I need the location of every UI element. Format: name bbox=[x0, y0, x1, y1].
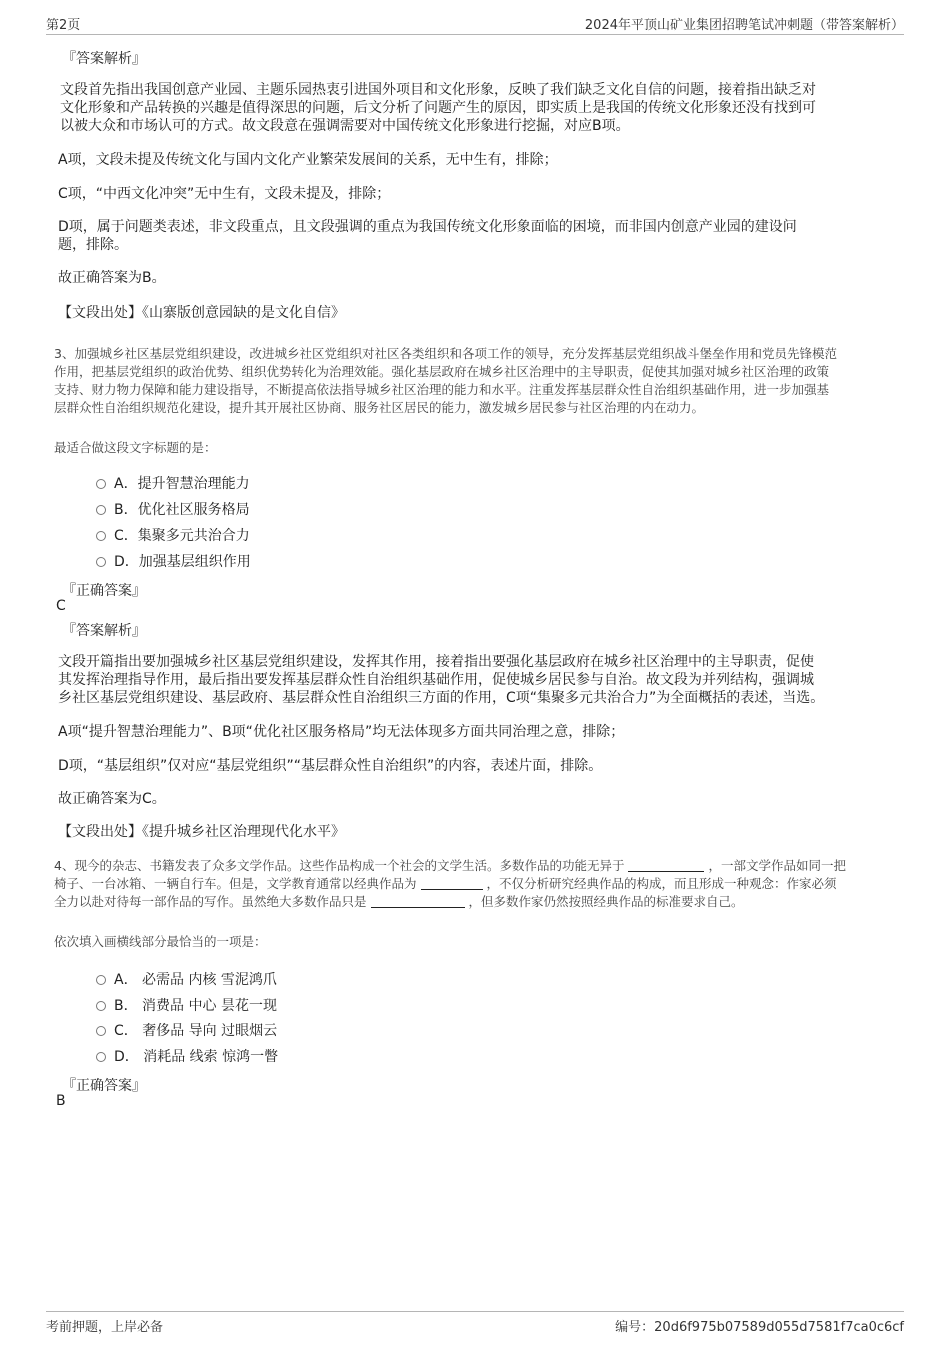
option-label: A． 必需品 内核 雪泥鸿爪 bbox=[114, 972, 277, 988]
q4-question: 依次填入画横线部分最恰当的一项是： bbox=[54, 934, 267, 949]
radio-icon[interactable] bbox=[96, 531, 106, 541]
q3-answer: C bbox=[56, 598, 66, 614]
document-title: 2024年平顶山矿业集团招聘笔试冲刺题（带答案解析） bbox=[584, 18, 904, 33]
q2-analysis-c: C项，“中西文化冲突”无中生有，文段未提及，排除； bbox=[58, 186, 391, 202]
q2-analysis-line: 以被大众和市场认可的方式。故文段意在强调需要对中国传统文化形象进行挖掘，对应B项。 bbox=[60, 118, 630, 134]
q4-answer-label: 『正确答案』 bbox=[62, 1078, 146, 1094]
q2-analysis-line: 文化形象和产品转换的兴趣是值得深思的问题，后文分析了问题产生的原因，即实质上是我国的传统文化形象还没有找到可 bbox=[60, 100, 816, 116]
option-label: C．集聚多元共治合力 bbox=[114, 528, 250, 544]
q2-analysis-line: 题，排除。 bbox=[58, 237, 128, 253]
q4-stem-line bbox=[54, 857, 846, 875]
q2-conclusion: 故正确答案为B。 bbox=[58, 270, 166, 286]
radio-icon[interactable] bbox=[96, 1052, 106, 1062]
radio-icon[interactable] bbox=[96, 505, 106, 515]
option-label: B．优化社区服务格局 bbox=[114, 502, 250, 518]
q3-source: 【文段出处】《提升城乡社区治理现代化水平》 bbox=[58, 824, 345, 840]
q2-analysis-para1 bbox=[60, 81, 816, 135]
q2-analysis-line: 文段首先指出我国创意产业园、主题乐园热衷引进国外项目和文化形象，反映了我们缺乏文化自信的问题，接着指出缺乏对 bbox=[60, 82, 816, 98]
q2-analysis-line: D项，属于问题类表述，非文段重点，且文段强调的重点为我国传统文化形象面临的困境，而非国内创意产业园的建设问 bbox=[58, 219, 797, 235]
option-label: A．提升智慧治理能力 bbox=[114, 476, 250, 492]
q4-stem-text: 4、现今的杂志、书籍发表了众多文学作品。这些作品构成一个社会的文学生活。多数作品的功能无异于 bbox=[54, 858, 625, 873]
q2-analysis-label: 『答案解析』 bbox=[62, 51, 146, 67]
q4-option-a[interactable] bbox=[96, 969, 277, 989]
q3-answer-label: 『正确答案』 bbox=[62, 583, 146, 599]
radio-icon[interactable] bbox=[96, 479, 106, 489]
radio-icon[interactable] bbox=[96, 975, 106, 985]
option-label: D． 消耗品 线索 惊鸿一瞥 bbox=[114, 1049, 279, 1065]
q3-conclusion: 故正确答案为C。 bbox=[58, 791, 166, 807]
code-value: 20d6f975b07589d055d7581f7ca0c6cf bbox=[654, 1320, 904, 1335]
radio-icon[interactable] bbox=[96, 557, 106, 567]
q4-answer: B bbox=[56, 1093, 66, 1109]
page-footer bbox=[46, 1311, 904, 1336]
radio-icon[interactable] bbox=[96, 1001, 106, 1011]
radio-icon[interactable] bbox=[96, 1026, 106, 1036]
q3-option-c[interactable] bbox=[96, 525, 250, 545]
option-label: B． 消费品 中心 昙花一现 bbox=[114, 998, 277, 1014]
option-label: D．加强基层组织作用 bbox=[114, 554, 251, 570]
page-header bbox=[46, 14, 904, 35]
q4-stem-text: 全力以赴对待每一部作品的写作。虽然绝大多数作品只是 bbox=[54, 894, 367, 909]
q4-stem-text: ，但多数作家仍然按照经典作品的标准要求自己。 bbox=[468, 894, 744, 909]
q3-stem-line: 3、加强城乡社区基层党组织建设，改进城乡社区党组织对社区各类组织和各项工作的领导，充分发挥基层党组织战斗堡垒作用和党员先锋模范 bbox=[54, 346, 837, 361]
q3-analysis-ab: A项“提升智慧治理能力”、B项“优化社区服务格局”均无法体现多方面共同治理之意，排除； bbox=[58, 724, 625, 740]
document-code bbox=[615, 1316, 904, 1335]
q3-analysis-d: D项，“基层组织”仅对应“基层党组织”“基层群众性自治组织”的内容，表述片面，排除。 bbox=[58, 758, 603, 774]
q4-stem-line bbox=[54, 893, 846, 911]
option-label: C． 奢侈品 导向 过眼烟云 bbox=[114, 1023, 278, 1039]
q3-analysis-para1 bbox=[58, 653, 824, 707]
q4-stem-text: ，不仅分析研究经典作品的构成，而且形成一种观念：作家必须 bbox=[486, 876, 837, 891]
q3-stem-line: 层群众性自治组织规范化建设，提升其开展社区协商、服务社区居民的能力，激发城乡居民参与社区治理的内在动力。 bbox=[54, 400, 705, 415]
fill-blank-2[interactable] bbox=[421, 877, 483, 890]
q4-option-d[interactable] bbox=[96, 1046, 278, 1066]
q3-stem-line: 支持、财力物力保障和能力建设指导，不断提高依法指导城乡社区治理的能力和水平。注重发挥基层群众性自治组织基础作用，进一步加强基 bbox=[54, 382, 830, 397]
q4-option-b[interactable] bbox=[96, 995, 277, 1015]
q3-question: 最适合做这段文字标题的是： bbox=[54, 440, 217, 455]
q4-stem-text: 椅子、一台冰箱、一辆自行车。但是，文学教育通常以经典作品为 bbox=[54, 876, 417, 891]
q4-stem-line bbox=[54, 875, 846, 893]
q3-option-a[interactable] bbox=[96, 473, 250, 493]
q2-analysis-d bbox=[58, 218, 797, 254]
q3-stem bbox=[54, 345, 837, 417]
footer-slogan: 考前押题，上岸必备 bbox=[46, 1320, 164, 1335]
q2-source: 【文段出处】《山寨版创意园缺的是文化自信》 bbox=[58, 305, 345, 321]
q3-option-d[interactable] bbox=[96, 551, 251, 571]
q3-analysis-line: 文段开篇指出要加强城乡社区基层党组织建设，发挥其作用，接着指出要强化基层政府在城乡社区治理中的主导职责，促使 bbox=[58, 654, 814, 670]
q3-analysis-line: 其发挥治理指导作用，最后指出要发挥基层群众性自治组织基础作用，促使城乡居民参与自治。故文段为并列结构，强调城 bbox=[58, 672, 814, 688]
q4-stem bbox=[54, 857, 846, 911]
q4-option-c[interactable] bbox=[96, 1020, 277, 1040]
q2-analysis-a: A项，文段未提及传统文化与国内文化产业繁荣发展间的关系，无中生有，排除； bbox=[58, 152, 558, 168]
fill-blank-3[interactable] bbox=[371, 895, 465, 908]
page-number: 第2页 bbox=[46, 18, 81, 33]
q3-stem-line: 作用，把基层党组织的政治优势、组织优势转化为治理效能。强化基层政府在城乡社区治理中的主导职责，促使其加强对城乡社区治理的政策 bbox=[54, 364, 830, 379]
fill-blank-1[interactable] bbox=[628, 859, 704, 872]
q3-analysis-line: 乡社区基层党组织建设、基层政府、基层群众性自治组织三方面的作用，C项“集聚多元共治合力”为全面概括的表述，当选。 bbox=[58, 690, 825, 706]
q3-analysis-label: 『答案解析』 bbox=[62, 623, 146, 639]
q3-option-b[interactable] bbox=[96, 499, 250, 519]
q4-stem-text: ，一部文学作品如同一把 bbox=[708, 858, 846, 873]
code-label: 编号： bbox=[615, 1320, 655, 1335]
